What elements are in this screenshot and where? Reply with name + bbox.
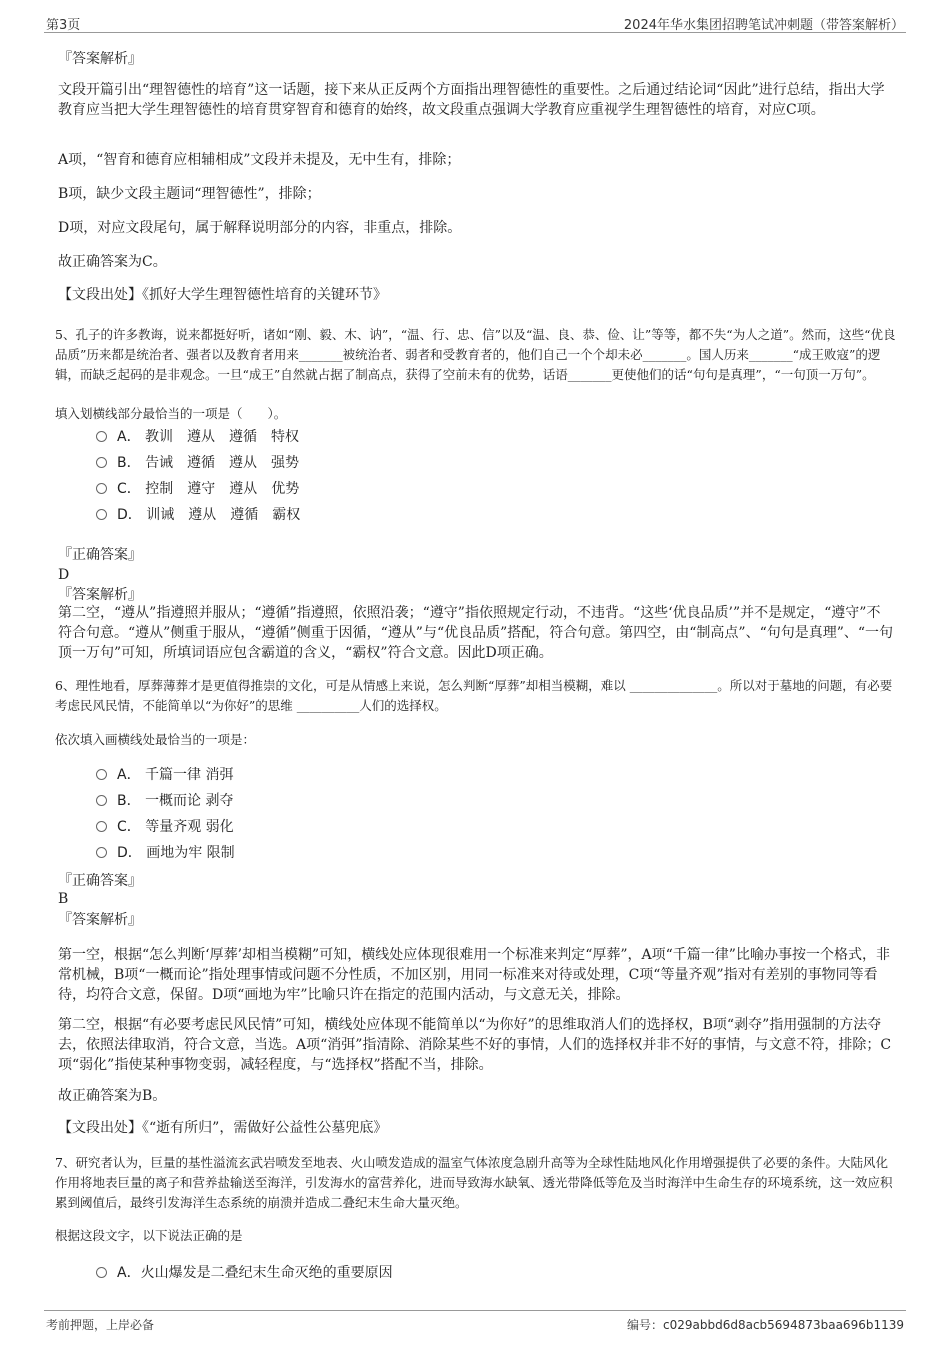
q5-prompt: 填入划横线部分最恰当的一项是（ ）。 <box>55 406 287 421</box>
q6-conclusion: 故正确答案为B。 <box>58 1088 167 1104</box>
document-code: 编号：c029abbd6d8acb5694873baa696b1139 <box>627 1318 904 1332</box>
q5-correct-answer: D <box>58 567 70 583</box>
q6-analysis-blank2: 第二空，根据“有必要考虑民风民情”可知，横线处应体现不能简单以“为你好”的思维取消人们的选择权，B项“剥夺”指用强制的方法夺去，依照法律取消，符合文意，当选。A项“消弭”指清除、消除某些不好的事情，人们的选择权并非不好的事情，与文意不符，排除；C项“弱化”指使某种事物变弱，减轻程度，与“选择权”搭配不当，排除。 <box>58 1017 892 1073</box>
page-number: 第3页 <box>46 18 81 33</box>
radio-icon[interactable] <box>96 821 107 832</box>
page-footer <box>44 1310 906 1335</box>
q5-stem: 5、孔子的许多教诲，说来都挺好听，诸如“刚、毅、木、讷”，“温、行、忠、信”以及“温、良、恭、俭、让”等等，都不失“为人之道”。然而，这些“优良品质”历来都是统治者、强者以及教育者用来_______被统治者、弱者和受教育者的，他们自己一个个却未必_______。国人历来_______“成王败寇”的逻辑，而缺乏起码的是非观念。一旦“成王”自然就占据了制高点，获得了空前未有的优势，话语_______更使他们的话“句句是真理”，“一句顶一万句”。 <box>55 327 896 382</box>
q6-option-b[interactable]: B． 一概而论 剥夺 <box>96 792 234 810</box>
q6-correct-heading: 『正确答案』 <box>58 873 142 889</box>
radio-icon[interactable] <box>96 795 107 806</box>
radio-icon[interactable] <box>96 1267 107 1278</box>
q5-option-a[interactable]: A． 教训 遵从 遵循 特权 <box>96 428 299 446</box>
q6-source: 【文段出处】《“逝有所归”，需做好公益性公墓兜底》 <box>58 1120 388 1136</box>
q5-analysis: 第二空，“遵从”指遵照并服从；“遵循”指遵照，依照沿袭；“遵守”指依照规定行动，不违背。“这些‘优良品质’”并不是规定，“遵守”不符合句意。“遵从”侧重于服从，“遵循”侧重于因循，“遵从”与“优良品质”搭配，符合句意。第四空，由“制高点”、“句句是真理”、“一句顶一万句”可知，所填词语应包含霸道的含义，“霸权”符合文意。因此D项正确。 <box>58 605 894 661</box>
footer-slogan: 考前押题，上岸必备 <box>46 1318 155 1332</box>
q6-analysis-blank1: 第一空，根据“怎么判断‘厚葬’却相当模糊”可知，横线处应体现很难用一个标准来判定“厚葬”，A项“千篇一律”比喻办事按一个格式，非常机械，B项“一概而论”指处理事情或问题不分性质，不加区别，用同一标准来对待或处理，C项“等量齐观”指对有差别的事物同等看待，均符合文意，保留。D项“画地为牢”比喻只许在指定的范围内活动，与文意无关，排除。 <box>58 947 890 1003</box>
q4-option-b-analysis: B项，缺少文段主题词“理智德性”，排除； <box>58 186 321 202</box>
radio-icon[interactable] <box>96 847 107 858</box>
q5-option-c[interactable]: C． 控制 遵守 遵从 优势 <box>96 480 299 498</box>
radio-icon[interactable] <box>96 457 107 468</box>
q4-analysis-heading: 『答案解析』 <box>58 51 142 67</box>
q5-option-d[interactable]: D． 训诫 遵从 遵循 霸权 <box>96 506 300 524</box>
q7-option-a[interactable]: A．火山爆发是二叠纪末生命灭绝的重要原因 <box>96 1264 393 1282</box>
q6-analysis-heading: 『答案解析』 <box>58 912 142 928</box>
q5-option-b[interactable]: B． 告诫 遵循 遵从 强势 <box>96 454 299 472</box>
radio-icon[interactable] <box>96 769 107 780</box>
radio-icon[interactable] <box>96 431 107 442</box>
q5-correct-heading: 『正确答案』 <box>58 547 142 563</box>
q5-analysis-heading: 『答案解析』 <box>58 587 142 603</box>
q7-prompt: 根据这段文字，以下说法正确的是 <box>55 1228 243 1243</box>
radio-icon[interactable] <box>96 483 107 494</box>
document-title: 2024年华水集团招聘笔试冲刺题（带答案解析） <box>623 18 904 33</box>
q6-stem: 6、理性地看，厚葬薄葬才是更值得推崇的文化，可是从情感上来说，怎么判断“厚葬”却相当模糊，难以 ______________。所以对于墓地的问题，有必要考虑民风民情，不能简单以“为你好”的思维 __________人们的选择权。 <box>55 678 893 713</box>
q6-prompt: 依次填入画横线处最恰当的一项是： <box>55 732 256 747</box>
q6-option-a[interactable]: A． 千篇一律 消弭 <box>96 766 233 784</box>
q4-analysis-paragraph: 文段开篇引出“理智德性的培育”这一话题，接下来从正反两个方面指出理智德性的重要性。之后通过结论词“因此”进行总结，指出大学教育应当把大学生理智德性的培育贯穿智育和德育的始终，故文段重点强调大学教育应重视学生理智德性的培育，对应C项。 <box>58 82 885 118</box>
q4-source: 【文段出处】《抓好大学生理智德性培育的关键环节》 <box>58 287 387 303</box>
q4-conclusion: 故正确答案为C。 <box>58 254 167 270</box>
radio-icon[interactable] <box>96 509 107 520</box>
q4-option-a-analysis: A项，“智育和德育应相辅相成”文段并未提及，无中生有，排除； <box>58 152 461 168</box>
page-header <box>44 12 906 33</box>
q6-option-c[interactable]: C． 等量齐观 弱化 <box>96 818 234 836</box>
q6-option-d[interactable]: D． 画地为牢 限制 <box>96 844 235 862</box>
q7-stem: 7、研究者认为，巨量的基性溢流玄武岩喷发至地表、火山喷发造成的温室气体浓度急剧升高等为全球性陆地风化作用增强提供了必要的条件。大陆风化作用将地表巨量的离子和营养盐输送至海洋，引发海水的富营养化，进而导致海水缺氧、透光带降低等危及当时海洋中生命生存的环境系统，这一效应积累到阈值后，最终引发海洋生态系统的崩溃并造成二叠纪末生命大量灭绝。 <box>55 1155 893 1210</box>
q4-option-d-analysis: D项，对应文段尾句，属于解释说明部分的内容，非重点，排除。 <box>58 220 462 236</box>
q6-correct-answer: B <box>58 891 69 907</box>
